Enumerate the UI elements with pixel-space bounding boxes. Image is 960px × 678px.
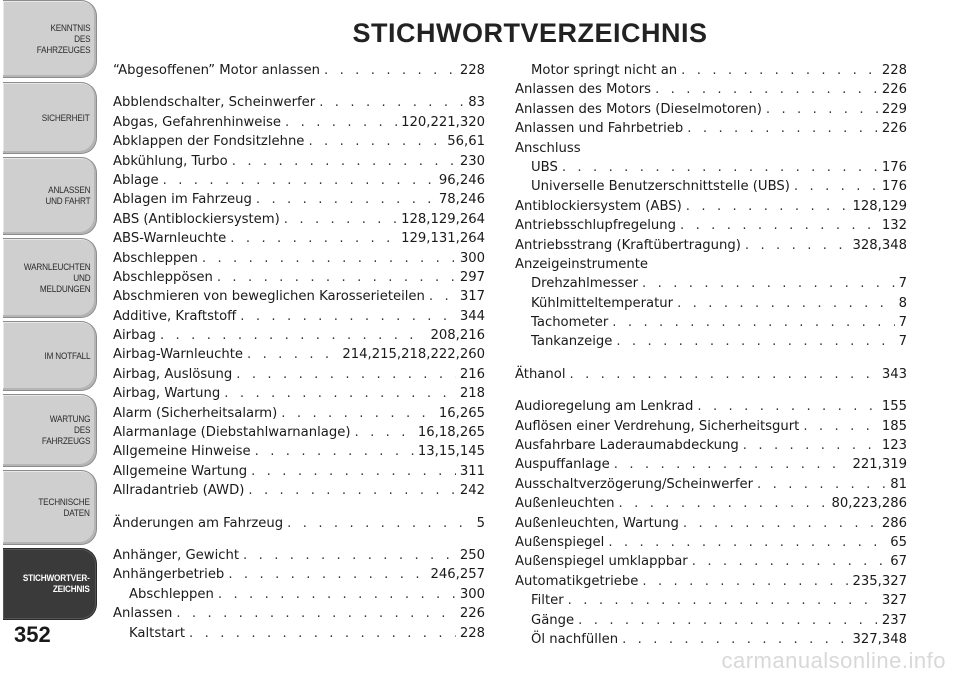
index-entry[interactable] [113,268,485,287]
dot-leader [745,236,849,255]
index-entry[interactable] [113,132,485,151]
index-entry[interactable] [515,611,907,630]
chapter-tab-7[interactable] [3,470,97,545]
index-term: Außenspiegel [515,534,605,550]
index-term: Auspuffanlage [515,457,610,473]
index-term: Anhängerbetrieb [113,567,225,583]
chapter-tab-3[interactable] [3,157,97,235]
index-page-numbers: 185 [881,418,907,434]
index-page-numbers: 83 [468,95,485,111]
dot-leader [354,423,413,442]
index-page-numbers: 297 [459,269,485,285]
index-entry[interactable] [113,442,485,461]
index-term: Abgas, Gefahrenhinweise [113,114,282,130]
index-term: Anzeigeinstrumente [515,256,649,272]
index-page-numbers: 129,131,264 [401,231,485,247]
index-page-numbers: 176 [881,179,907,195]
index-term: Alarm (Sicherheitsalarm) [113,405,278,421]
page-title: STICHWORTVERZEICHNIS [352,18,708,48]
dot-leader [642,572,848,591]
index-page-numbers: 235,327 [852,573,907,589]
index-term: Anlassen des Motors (Dieselmotoren) [515,101,762,117]
index-term: UBS [531,159,558,175]
dot-leader [287,514,472,533]
index-term: Additive, Kraftstoff [113,308,237,324]
index-page-numbers: 226 [881,82,907,98]
index-page-numbers: 327 [881,593,907,609]
index-entry[interactable] [515,365,907,384]
index-entry[interactable] [515,332,907,351]
dot-leader [622,630,848,649]
chapter-tab-label: TECHNISCHE DATEN [38,496,90,519]
index-page-numbers: 16,265 [438,405,485,421]
dot-leader [743,436,878,455]
index-entry[interactable] [113,249,485,268]
dot-leader [319,93,464,112]
dot-leader [642,274,895,293]
index-entry[interactable] [515,100,907,119]
index-page-numbers: 328,348 [852,237,907,253]
dot-leader [217,268,456,287]
index-entry[interactable] [113,287,485,306]
dot-leader [255,442,414,461]
index-page-numbers: 214,215,218,222,260 [342,347,485,363]
index-page-numbers: 343 [881,366,907,382]
chapter-tab-1[interactable] [3,0,97,78]
index-entry[interactable] [515,514,907,533]
index-entry[interactable] [113,210,485,229]
index-page-numbers: 5 [476,515,485,531]
index-entry[interactable] [113,514,485,533]
index-entry[interactable] [515,417,907,436]
index-page-numbers: 246,257 [430,567,485,583]
dot-leader [285,113,397,132]
dot-leader [248,481,455,500]
index-entry[interactable] [113,190,485,209]
index-term: Öl nachfüllen [531,631,619,647]
index-term: Auflösen einer Verdrehung, Sicherheitsgurt [515,418,800,434]
index-page-numbers: 226 [881,121,907,137]
dot-leader [794,177,878,196]
dot-leader [578,611,878,630]
dot-leader [308,132,443,151]
dot-leader [324,61,456,80]
dot-leader [243,546,456,565]
dot-leader [616,332,894,351]
index-term: Antriebsstrang (Kraftübertragung) [515,237,741,253]
index-page-numbers: 132 [881,218,907,234]
index-entry[interactable] [113,326,485,345]
dot-leader [683,514,878,533]
page-number: 352 [14,622,51,647]
index-term: Alarmanlage (Diebstahlwarnanlage) [113,425,351,441]
index-term: Airbag [113,328,156,344]
dot-leader [281,404,435,423]
index-term: Äthanol [515,366,566,382]
dot-leader [232,152,456,171]
dot-leader [608,533,886,552]
dot-leader [236,365,456,384]
index-column-left [113,61,485,643]
index-entry[interactable] [113,345,485,364]
index-entry[interactable] [515,236,907,255]
index-entry[interactable] [515,591,907,610]
index-entry[interactable] [515,216,907,235]
dot-leader [619,494,828,513]
index-page-numbers: 120,221,320 [401,114,485,130]
dot-leader [757,475,886,494]
index-entry[interactable] [515,80,907,99]
index-page-numbers: 7 [898,334,907,350]
index-page-numbers: 65 [890,534,907,550]
chapter-tab-label: IM NOTFALL [44,350,90,362]
index-term: Anschluss [515,140,581,156]
dot-leader [202,249,456,268]
index-entry[interactable] [113,565,485,584]
index-page-numbers: 226 [459,606,485,622]
index-page-numbers: 311 [459,463,485,479]
index-entry[interactable] [113,546,485,565]
index-page-numbers: 208,216 [430,328,485,344]
dot-leader [655,80,878,99]
index-term: Filter [531,593,564,609]
index-term: Abklappen der Fondsitzlehne [113,134,305,150]
chapter-tab-4[interactable] [3,238,97,318]
index-term: Antriebsschlupfregelung [515,218,676,234]
index-entry[interactable] [113,93,485,112]
index-term: “Abgesoffenen” Motor anlassen [113,63,320,78]
dot-leader [680,216,878,235]
index-term: Tankanzeige [531,334,613,350]
index-page-numbers: 16,18,265 [417,425,485,441]
index-page-numbers: 228 [881,63,907,78]
index-page-numbers: 13,15,145 [417,444,485,460]
index-entry[interactable] [515,119,907,138]
index-term: Außenleuchten [515,496,615,512]
index-term: Airbag, Wartung [113,386,221,402]
dot-leader [230,229,397,248]
dot-leader [251,462,456,481]
dot-leader [228,565,426,584]
index-page-numbers: 7 [898,315,907,331]
index-page-numbers: 229 [881,101,907,117]
index-term: Anlassen und Fahrbetrieb [515,121,684,137]
index-term: Abschleppen [129,586,214,602]
index-page-numbers: 300 [459,586,485,602]
index-page-numbers: 242 [459,483,485,499]
chapter-tab-label: KENNTNIS DES FAHRZEUGES [36,22,90,56]
dot-leader [429,287,456,306]
index-term: Airbag-Warnleuchte [113,347,244,363]
chapter-tab-label: ANLASSEN UND FAHRT [44,185,90,207]
index-page-numbers: 218 [459,386,485,402]
index-entry[interactable] [113,462,485,481]
dot-leader [697,397,877,416]
index-entry[interactable] [113,384,485,403]
index-page-numbers: 228 [459,625,485,641]
chapter-tab-label: WARTUNG DES FAHRZEUGS [41,414,90,447]
index-page-numbers: 8 [898,295,907,311]
index-entry[interactable] [113,604,485,623]
index-term: Kaltstart [129,625,186,641]
index-entry[interactable] [515,494,907,513]
index-term: Anhänger, Gewicht [113,547,240,563]
index-term: Drehzahlmesser [531,276,639,292]
index-page-numbers: 300 [459,250,485,266]
index-entry[interactable] [515,274,907,293]
dot-leader [240,307,456,326]
index-page-numbers: 123 [881,438,907,454]
dot-leader [224,384,456,403]
watermark: carmanualsonline.info [721,648,946,673]
dot-leader [218,585,456,604]
index-term: Kühlmitteltemperatur [531,295,674,311]
index-page-numbers: 221,319 [852,457,907,473]
index-page-numbers: 78,246 [438,192,485,208]
index-term: Audioregelung am Lenkrad [515,399,694,415]
index-page-numbers: 7 [898,276,907,292]
index-page-numbers: 155 [881,399,907,415]
index-term: ABS (Antiblockiersystem) [113,211,280,227]
index-term: ABS-Warnleuchte [113,231,227,247]
index-page-numbers: 228 [459,63,485,78]
dot-leader [687,119,878,138]
index-entry[interactable] [515,294,907,313]
index-entry[interactable] [515,197,907,216]
index-entry[interactable] [515,475,907,494]
index-page-numbers: 230 [459,153,485,169]
dot-leader [176,604,455,623]
index-entry[interactable] [515,630,907,649]
dot-leader [681,61,878,80]
index-page-numbers: 317 [459,289,485,305]
index-entry[interactable] [113,404,485,423]
index-entry[interactable] [515,397,907,416]
dot-leader [686,197,849,216]
index-term: Allradantrieb (AWD) [113,483,245,499]
dot-leader [614,455,849,474]
index-entry[interactable] [515,255,907,274]
index-entry[interactable] [515,177,907,196]
index-term: Gänge [531,612,575,628]
index-entry[interactable] [515,455,907,474]
index-entry[interactable] [515,158,907,177]
index-column-right [515,61,907,649]
index-page-numbers: 216 [459,366,485,382]
index-term: Antiblockiersystem (ABS) [515,198,682,214]
index-page-numbers: 128,129,264 [401,211,485,227]
index-page-numbers: 67 [890,554,907,570]
index-page-numbers: 237 [881,612,907,628]
index-term: Airbag, Auslösung [113,366,233,382]
index-entry[interactable] [515,61,907,80]
index-term: Tachometer [531,315,609,331]
dot-leader [160,326,427,345]
index-entry[interactable] [113,307,485,326]
dot-leader [612,313,894,332]
index-term: Außenleuchten, Wartung [515,515,679,531]
index-page-numbers: 344 [459,308,485,324]
dot-leader [256,190,435,209]
index-page-numbers: 250 [459,547,485,563]
index-term: Anlassen des Motors [515,82,652,98]
index-page-numbers: 176 [881,159,907,175]
index-entry[interactable] [515,552,907,571]
index-term: Ausfahrbare Laderaumabdeckung [515,438,739,454]
index-entry[interactable] [113,481,485,500]
index-term: Außenspiegel umklappbar [515,554,688,570]
chapter-tab-label: WARNLEUCHTEN UND MELDUNGEN [23,261,90,295]
index-entry[interactable] [113,171,485,190]
index-entry[interactable] [113,229,485,248]
index-entry[interactable] [515,572,907,591]
dot-leader [189,624,456,643]
index-term: Ablage [113,172,159,188]
index-term: Allgemeine Hinweise [113,444,251,460]
index-page-numbers: 56,61 [447,134,485,150]
index-term: Abschleppösen [113,269,213,285]
index-term: Automatikgetriebe [515,573,639,589]
index-entry[interactable] [113,365,485,384]
index-term: Anlassen [113,606,173,622]
index-entry[interactable] [515,533,907,552]
index-page-numbers: 96,246 [438,172,485,188]
index-entry[interactable] [113,61,485,80]
dot-leader [570,365,878,384]
index-entry[interactable] [113,423,485,442]
dot-leader [163,171,435,190]
index-entry[interactable] [113,624,485,643]
index-entry[interactable] [113,113,485,132]
index-term: Änderungen am Fahrzeug [113,515,284,531]
dot-leader [284,210,397,229]
index-page-numbers: 327,348 [852,631,907,647]
index-entry[interactable] [515,139,907,158]
index-term: Allgemeine Wartung [113,463,248,479]
chapter-tab-2[interactable] [3,82,97,154]
index-page-numbers: 286 [881,515,907,531]
index-term: Motor springt nicht an [531,63,678,78]
index-term: Abkühlung, Turbo [113,153,228,169]
chapter-tab-8[interactable] [3,548,97,620]
index-term: Abblendschalter, Scheinwerfer [113,95,316,111]
index-page-numbers: 81 [890,476,907,492]
dot-leader [568,591,878,610]
index-term: Ablagen im Fahrzeug [113,192,252,208]
index-page-numbers: 80,223,286 [831,496,907,512]
index-term: Abschmieren von beweglichen Karosserieteilen [113,289,425,305]
chapter-tab-5[interactable] [3,321,97,391]
dot-leader [677,294,895,313]
index-entry[interactable] [515,313,907,332]
dot-leader [247,345,338,364]
index-entry[interactable] [113,585,485,604]
index-term: Abschleppen [113,250,198,266]
index-entry[interactable] [515,436,907,455]
index-page-numbers: 128,129 [852,198,907,214]
chapter-tab-6[interactable] [3,394,97,467]
index-term: Universelle Benutzerschnittstelle (UBS) [531,179,790,195]
index-term: Ausschaltverzögerung/Scheinwerfer [515,476,754,492]
index-entry[interactable] [113,152,485,171]
chapter-tab-label: STICHWORTVER- ZEICHNIS [23,573,90,595]
dot-leader [803,417,877,436]
chapter-tab-label: SICHERHEIT [42,112,90,124]
dot-leader [562,158,878,177]
dot-leader [766,100,878,119]
dot-leader [692,552,886,571]
